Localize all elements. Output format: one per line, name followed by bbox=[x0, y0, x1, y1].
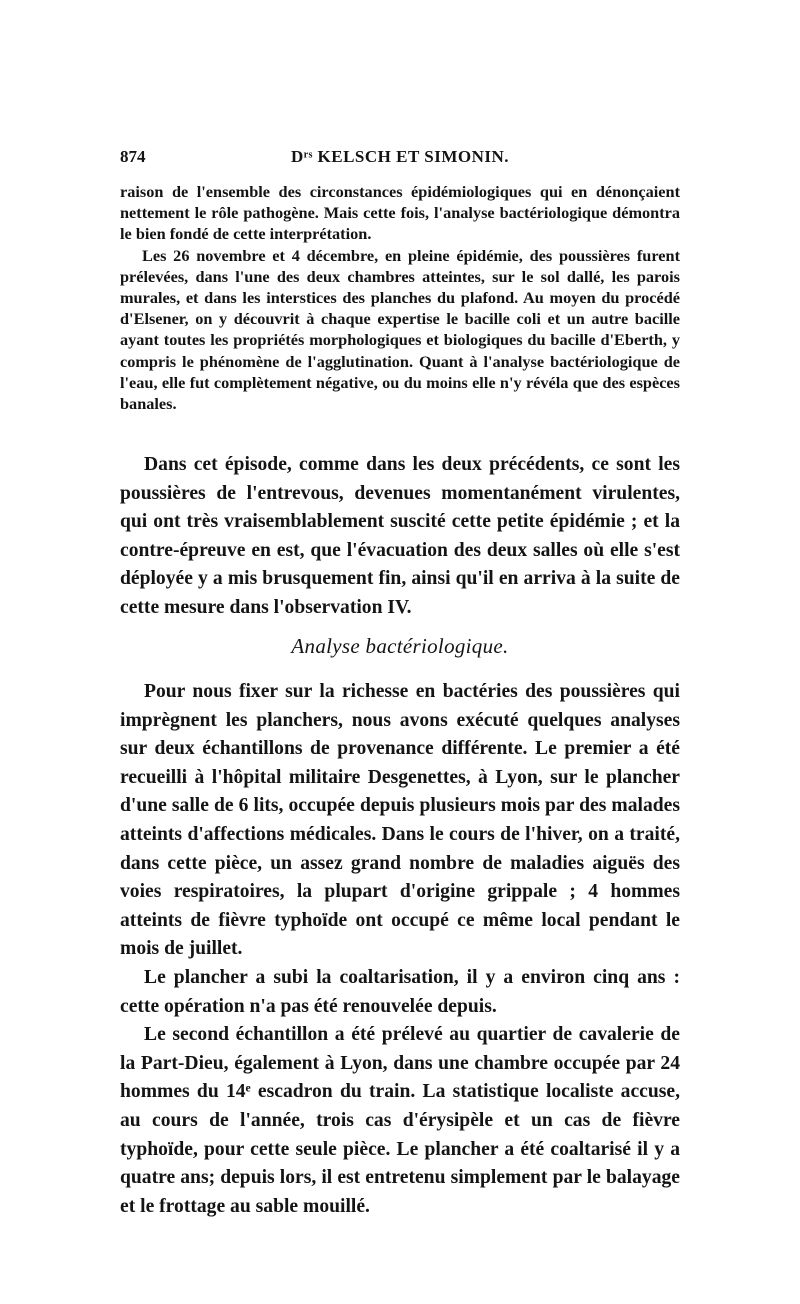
page-number: 874 bbox=[120, 147, 146, 166]
running-title: Dʳˢ KELSCH ET SIMONIN. bbox=[290, 147, 510, 166]
paragraph: Pour nous fixer sur la richesse en bactéries des poussières qui imprègnent les planchers, nous avons exécuté quelques analyses sur deux échantillons de provenance différente. Le premier a été recueilli à l'hôpital militaire Desgenettes, à Lyon, sur le plancher d'une salle de 6 lits, occupée depuis plusieurs mois par des malades atteints d'affections médicales. Dans le cours de l'hiver, on a traité, dans cette pièce, un assez grand nombre de maladies aiguës des voies respiratoires, la plupart d'origine grippale ; 4 hommes atteints de fièvre typhoïde ont occupé ce même local pendant le mois de juillet. bbox=[120, 681, 680, 960]
text-block-continuation bbox=[120, 181, 680, 414]
text-block-conclusion bbox=[120, 451, 680, 623]
paragraph: Le plancher a subi la coaltarisation, il y a environ cinq ans : cette opération n'a pas été renouvelée depuis. bbox=[120, 966, 680, 1017]
paragraph: raison de l'ensemble des circonstances épidémiologiques qui en dénonçaient nettement le rôle pathogène. Mais cette fois, l'analyse bactériologique démontra le bien fondé de cette interprétation. bbox=[120, 182, 680, 244]
text-block-analysis bbox=[120, 678, 680, 1221]
paragraph: Le second échantillon a été prélevé au quartier de cavalerie de la Part-Dieu, également à Lyon, dans une chambre occupée par 24 hommes du 14ᵉ escadron du train. La statistique localiste accuse, au cours de l'année, trois cas d'érysipèle et un cas de fièvre typhoïde, pour cette seule pièce. Le plancher a été coaltarisé il y a quatre ans; depuis lors, il est entretenu simplement par le balayage et le frottage au sable mouillé. bbox=[120, 1024, 680, 1217]
section-heading: Analyse bactériologique. bbox=[291, 634, 509, 658]
running-head bbox=[120, 147, 680, 171]
paragraph: Dans cet épisode, comme dans les deux précédents, ce sont les poussières de l'entrevous, devenues momentanément virulentes, qui ont très vraisemblablement suscité cette petite épidémie ; et la contre-épreuve en est, que l'évacuation des deux salles où elle s'est déployée y a mis brusquement fin, ainsi qu'il en arriva à la suite de cette mesure dans l'observation IV. bbox=[120, 454, 680, 618]
paragraph: Les 26 novembre et 4 décembre, en pleine épidémie, des poussières furent prélevées, dans l'une des deux chambres atteintes, sur le sol dallé, les parois murales, et dans les interstices des planches du plafond. Au moyen du procédé d'Elsener, on y découvrit à chaque expertise le bacille coli et un autre bacille ayant toutes les propriétés morphologiques et biologiques du bacille d'Eberth, y compris le phénomène de l'agglutination. Quant à l'analyse bactériologique de l'eau, elle fut complètement négative, ou du moins elle n'y révéla que des espèces banales. bbox=[120, 245, 680, 414]
